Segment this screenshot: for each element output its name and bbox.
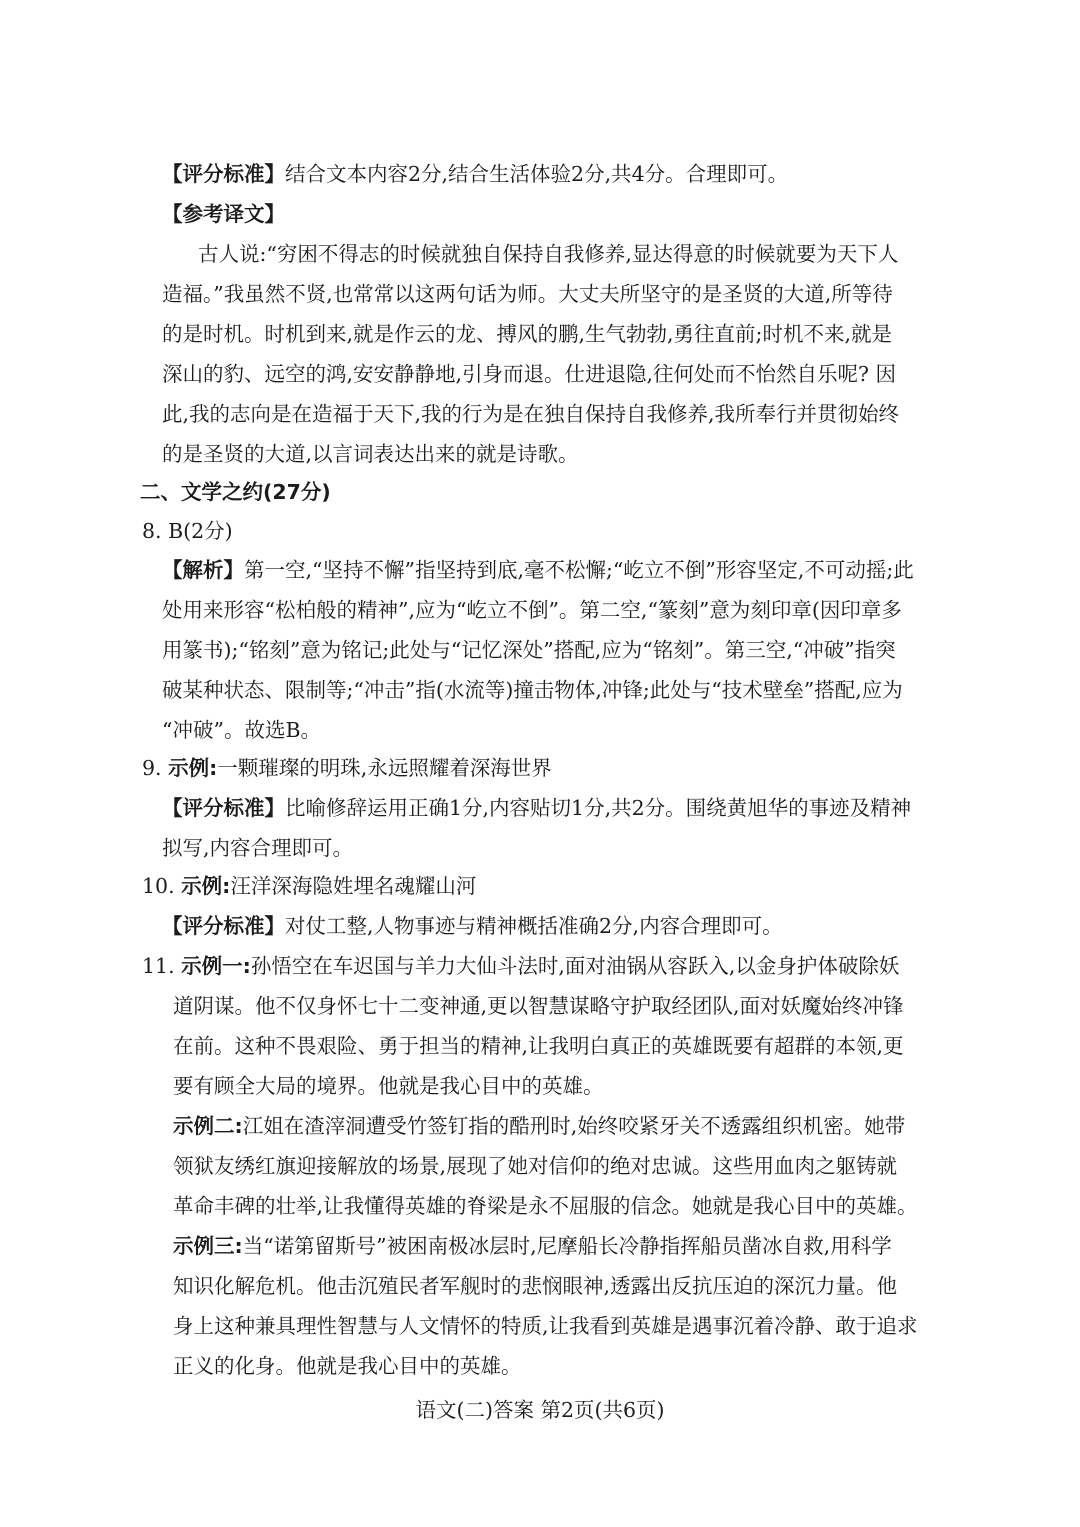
q11-example3-line: 身上这种兼具理性智慧与人文情怀的特质,让我看到英雄是遇事沉着冷静、敢于追求: [173, 1314, 918, 1338]
q11-example3-line: 正义的化身。他就是我心目中的英雄。: [173, 1354, 522, 1378]
q10-example-line: [142, 872, 476, 900]
translation-line: 造福。”我虽然不贤,也常常以这两句话为师。大丈夫所坚守的是圣贤的大道,所等待: [162, 282, 893, 306]
q11-example3-text: 当“诺第留斯号”被困南极冰层时,尼摩船长冷静指挥船员凿冰自救,用科学: [242, 1234, 892, 1258]
scoring-standard-text: 结合文本内容2分,结合生活体验2分,共4分。合理即可。: [285, 162, 789, 186]
q9-example-text: 一颗璀璨的明珠,永远照耀着深海世界: [217, 756, 552, 780]
q9-standard-text: 比喻修辞运用正确1分,内容贴切1分,共2分。围绕黄旭华的事迹及精神: [285, 796, 912, 820]
q9-standard-label: 【评分标准】: [162, 796, 285, 820]
q10-example-text: 汪洋深海隐姓埋名魂耀山河: [230, 874, 477, 898]
q11-example2-line: 革命丰碑的壮举,让我懂得英雄的脊梁是永不屈服的信念。她就是我心目中的英雄。: [173, 1194, 918, 1218]
q8-answer: 8. B(2分): [142, 519, 233, 543]
q11-example3-label: 示例三:: [173, 1234, 243, 1258]
q8-analysis-line: “冲破”。故选B。: [162, 718, 322, 742]
scoring-standard-label: 【评分标准】: [162, 162, 285, 186]
q9-number: 9.: [142, 756, 162, 780]
q11-example1-line: 在前。这种不畏艰险、勇于担当的精神,让我明白真正的英雄既要有超群的本领,更: [173, 1034, 904, 1058]
q11-example1-text: 孙悟空在车迟国与羊力大仙斗法时,面对油锅从容跃入,以金身护体破除妖: [250, 954, 900, 978]
translation-line: 的是圣贤的大道,以言词表达出来的就是诗歌。: [162, 442, 579, 466]
q11-example2-text: 江姐在渣滓洞遭受竹签钉指的酷刑时,始终咬紧牙关不透露组织机密。她带: [242, 1114, 906, 1138]
q8-analysis-line: 处用来形容“松柏般的精神”,应为“屹立不倒”。第二空,“篆刻”意为刻印章(因印章多: [162, 598, 902, 622]
q11-number: 11.: [142, 954, 175, 978]
q11-example2-label: 示例二:: [173, 1114, 243, 1138]
q8-analysis-line: 用篆书);“铭刻”意为铭记;此处与“记忆深处”搭配,应为“铭刻”。第三空,“冲破”指突: [162, 638, 896, 662]
translation-line: 古人说:“穷困不得志的时候就独自保持自我修养,显达得意的时候就要为天下人: [198, 242, 899, 266]
q9-example-line: [142, 754, 552, 782]
q11-example3-line: [173, 1232, 892, 1260]
q9-standard-line: [162, 794, 911, 822]
q11-example1-line: 道阴谋。他不仅身怀七十二变神通,更以智慧谋略守护取经团队,面对妖魔始终冲锋: [173, 994, 904, 1018]
translation-line: 此,我的志向是在造福于天下,我的行为是在独自保持自我修养,我所奉行并贯彻始终: [162, 402, 900, 426]
q11-example1-line: 要有顾全大局的境界。他就是我心目中的英雄。: [173, 1074, 604, 1098]
page-footer: 语文(二)答案 第2页(共6页): [415, 1398, 665, 1422]
q8-analysis-line: 破某种状态、限制等;“冲击”指(水流等)撞击物体,冲锋;此处与“技术壁垒”搭配,应为: [162, 678, 903, 702]
translation-line: 的是时机。时机到来,就是作云的龙、搏风的鹏,生气勃勃,勇往直前;时机不来,就是: [162, 322, 892, 346]
q9-example-label: 示例:: [168, 756, 218, 780]
reference-translation-label: 【参考译文】: [162, 202, 285, 226]
q10-standard-label: 【评分标准】: [162, 914, 285, 938]
q11-example2-line: 领狱友绣红旗迎接解放的场景,展现了她对信仰的绝对忠诚。这些用血肉之躯铸就: [173, 1154, 898, 1178]
q10-number: 10.: [142, 874, 175, 898]
translation-line: 深山的豹、远空的鸿,安安静静地,引身而退。仕进退隐,往何处而不怡然自乐呢? 因: [162, 362, 897, 386]
q11-example3-line: 知识化解危机。他击沉殖民者军舰时的悲悯眼神,透露出反抗压迫的深沉力量。他: [173, 1274, 898, 1298]
q8-analysis-label: 【解析】: [162, 558, 244, 582]
q11-example1-label: 示例一:: [181, 954, 251, 978]
q11-example2-line: [173, 1112, 905, 1140]
q11-example1-line: [142, 952, 899, 980]
section-2-title: 二、文学之约(27分): [140, 480, 331, 504]
q10-example-label: 示例:: [181, 874, 231, 898]
q10-standard-text: 对仗工整,人物事迹与精神概括准确2分,内容合理即可。: [285, 914, 783, 938]
scoring-standard-line: [162, 160, 788, 188]
q8-analysis-line: [162, 556, 914, 584]
q10-standard-line: [162, 912, 783, 940]
q8-analysis-text: 第一空,“坚持不懈”指坚持到底,毫不松懈;“屹立不倒”形容坚定,不可动摇;此: [244, 558, 914, 582]
q9-standard-line: 拟写,内容合理即可。: [162, 836, 354, 860]
